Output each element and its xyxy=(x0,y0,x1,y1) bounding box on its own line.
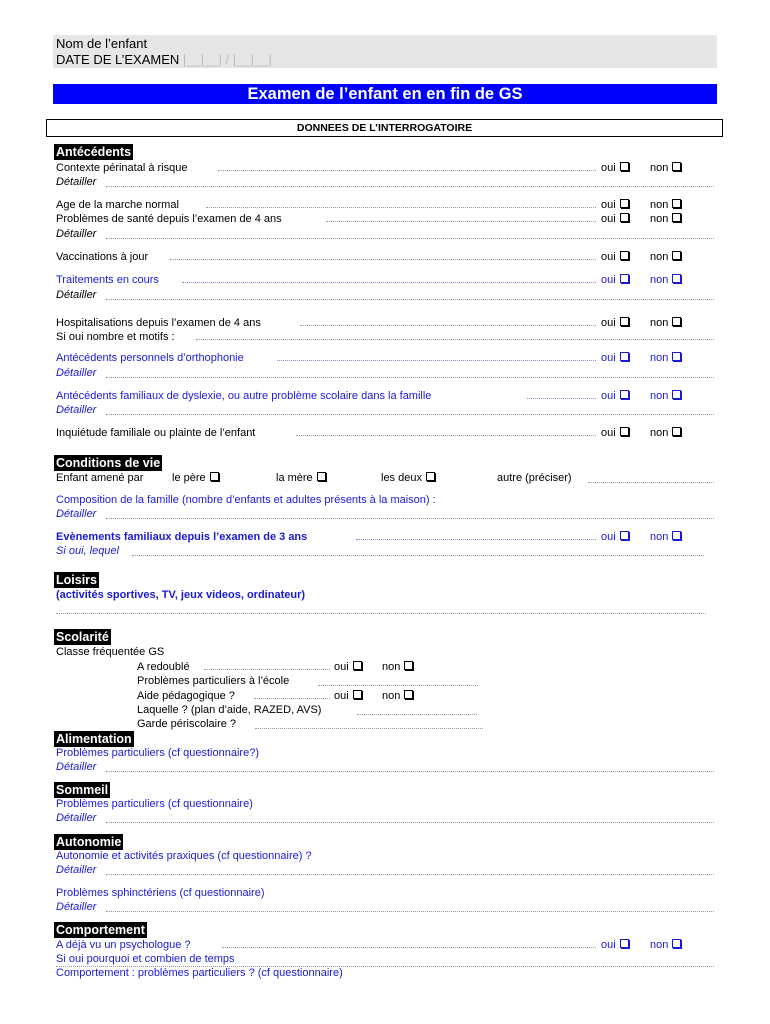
checkbox[interactable] xyxy=(672,199,681,208)
no-label: non xyxy=(650,939,669,951)
health-detail-label: Détailler xyxy=(56,228,97,240)
perinatal-label: Contexte périnatal à risque xyxy=(56,162,188,174)
leader-dots xyxy=(356,539,596,540)
checkbox[interactable] xyxy=(672,390,681,399)
sleep-detail-field[interactable] xyxy=(106,822,714,823)
vaccines-no[interactable] xyxy=(650,250,681,264)
checkbox[interactable] xyxy=(620,352,629,361)
psych-yes[interactable] xyxy=(601,938,629,952)
perinatal-detail-field[interactable] xyxy=(106,186,714,187)
vaccines-yes[interactable] xyxy=(601,250,629,264)
daycare-field[interactable] xyxy=(255,728,483,729)
checkbox[interactable] xyxy=(672,531,681,540)
heading-sommeil: Sommeil xyxy=(56,783,109,797)
checkbox[interactable] xyxy=(620,274,629,283)
brought-by-label: Enfant amené par xyxy=(56,472,144,484)
composition-label: Composition de la famille (nombre d’enfants et adultes présents à la maison) : xyxy=(56,494,436,506)
heading-loisirs: Loisirs xyxy=(56,573,97,587)
checkbox[interactable] xyxy=(672,352,681,361)
both-label: les deux xyxy=(381,472,422,484)
yes-label: oui xyxy=(601,939,616,951)
checkbox[interactable] xyxy=(404,661,413,670)
yes-label: oui xyxy=(601,213,616,225)
checkbox[interactable] xyxy=(672,251,681,260)
praxis-label: Autonomie et activités praxiques (cf questionnaire) ? xyxy=(56,850,312,862)
sphincter-detail-field[interactable] xyxy=(106,911,714,912)
heading-antecedents: Antécédents xyxy=(56,145,132,159)
vaccines-label: Vaccinations à jour xyxy=(56,251,149,263)
walking-label: Age de la marche normal xyxy=(56,199,179,211)
dyslexia-label: Antécédents familiaux de dyslexie, ou autre problème scolaire dans la famille xyxy=(56,390,432,402)
worry-label: Inquiétude familiale ou plainte de l’enfant xyxy=(56,427,256,439)
yes-label: oui xyxy=(601,352,616,364)
treatments-no[interactable] xyxy=(650,273,681,287)
no-label: non xyxy=(650,352,669,364)
no-label: non xyxy=(650,427,669,439)
no-label: non xyxy=(382,661,401,673)
ortho-yes[interactable] xyxy=(601,351,629,365)
checkbox[interactable] xyxy=(353,661,362,670)
walking-yes[interactable] xyxy=(601,198,629,212)
leader-dots xyxy=(170,259,596,260)
sleep-detail-label: Détailler xyxy=(56,812,97,824)
checkbox[interactable] xyxy=(620,390,629,399)
praxis-detail-field[interactable] xyxy=(106,874,714,875)
sphincter-detail-label: Détailler xyxy=(56,901,97,913)
dyslexia-no[interactable] xyxy=(650,389,681,403)
leader-dots xyxy=(182,282,596,283)
exam-date-text: DATE DE L’EXAMEN xyxy=(56,52,180,67)
events-field[interactable] xyxy=(132,555,704,556)
heading-comportement: Comportement xyxy=(56,923,145,937)
mother-label: la mère xyxy=(276,472,313,484)
perinatal-no[interactable] xyxy=(650,161,681,175)
ortho-detail-field[interactable] xyxy=(106,377,714,378)
treatments-label: Traitements en cours xyxy=(56,274,159,286)
psych-label: A déjà vu un psychologue ? xyxy=(56,939,191,951)
worry-yes[interactable] xyxy=(601,426,629,440)
class-label: Classe fréquentée GS xyxy=(56,646,165,658)
section-subtitle: DONNEES DE L’INTERROGATOIRE xyxy=(46,119,723,137)
child-name-label: Nom de l’enfant xyxy=(56,36,148,51)
yes-label: oui xyxy=(601,199,616,211)
repeated-no[interactable] xyxy=(382,660,413,674)
yes-label: oui xyxy=(601,162,616,174)
father-option[interactable] xyxy=(172,471,219,485)
yes-label: oui xyxy=(601,390,616,402)
behaviour-label: Comportement : problèmes particuliers ? (cf questionnaire) xyxy=(56,967,343,979)
checkbox[interactable] xyxy=(353,690,362,699)
events-yes[interactable] xyxy=(601,530,629,544)
school-problems-label: Problèmes particuliers à l’école xyxy=(137,675,290,687)
mother-option[interactable] xyxy=(276,471,326,485)
treatments-yes[interactable] xyxy=(601,273,629,287)
health-no[interactable] xyxy=(650,212,681,226)
composition-field[interactable] xyxy=(106,518,714,519)
sleep-problems-label: Problèmes particuliers (cf questionnaire) xyxy=(56,798,253,810)
heading-conditions: Conditions de vie xyxy=(56,456,161,470)
checkbox[interactable] xyxy=(672,427,681,436)
leader-dots xyxy=(277,360,596,361)
hospital-no[interactable] xyxy=(650,316,681,330)
leader-dots xyxy=(326,221,596,222)
health-label: Problèmes de santé depuis l’examen de 4 ans xyxy=(56,213,282,225)
no-label: non xyxy=(650,162,669,174)
checkbox[interactable] xyxy=(426,472,435,481)
no-label: non xyxy=(650,251,669,263)
events-no[interactable] xyxy=(650,530,681,544)
no-label: non xyxy=(650,317,669,329)
psych-why-label: Si oui pourquoi et combien de temps xyxy=(56,953,235,965)
sphincter-label: Problèmes sphinctériens (cf questionnaire) xyxy=(56,887,265,899)
events-label: Evènements familiaux depuis l’examen de 3 ans xyxy=(56,531,308,543)
leader-dots xyxy=(222,947,596,948)
leader-dots xyxy=(254,698,330,699)
help-no[interactable] xyxy=(382,689,413,703)
ortho-label: Antécédents personnels d’orthophonie xyxy=(56,352,244,364)
leader-dots xyxy=(527,398,596,399)
yes-label: oui xyxy=(334,690,349,702)
checkbox[interactable] xyxy=(620,531,629,540)
yes-label: oui xyxy=(601,251,616,263)
heading-autonomie: Autonomie xyxy=(56,835,122,849)
dyslexia-yes[interactable] xyxy=(601,389,629,403)
perinatal-detail-label: Détailler xyxy=(56,176,97,188)
checkbox[interactable] xyxy=(620,939,629,948)
checkbox[interactable] xyxy=(620,213,629,222)
ortho-no[interactable] xyxy=(650,351,681,365)
leader-dots xyxy=(300,325,596,326)
repeated-yes[interactable] xyxy=(334,660,362,674)
which-label: Laquelle ? (plan d’aide, RAZED, AVS) xyxy=(137,704,322,716)
both-option[interactable] xyxy=(381,471,435,485)
yes-label: oui xyxy=(601,531,616,543)
repeated-label: A redoublé xyxy=(137,661,190,673)
checkbox[interactable] xyxy=(404,690,413,699)
which-field[interactable] xyxy=(357,714,477,715)
health-detail-field[interactable] xyxy=(106,238,714,239)
heading-scolarite: Scolarité xyxy=(56,630,109,644)
other-option-label: autre (préciser) xyxy=(497,472,572,484)
hospital-yes[interactable] xyxy=(601,316,629,330)
checkbox[interactable] xyxy=(317,472,326,481)
leader-dots xyxy=(204,669,330,670)
page-title: Examen de l’enfant en en fin de GS xyxy=(53,84,717,104)
leader-dots xyxy=(218,170,596,171)
yes-label: oui xyxy=(601,317,616,329)
checkbox[interactable] xyxy=(672,939,681,948)
checkbox[interactable] xyxy=(672,317,681,326)
no-label: non xyxy=(382,690,401,702)
school-problems-field[interactable] xyxy=(318,685,478,686)
checkbox[interactable] xyxy=(672,274,681,283)
hospital-sub-label: Si oui nombre et motifs : xyxy=(56,331,175,343)
daycare-label: Garde périscolaire ? xyxy=(137,718,237,730)
help-label: Aide pédagogique ? xyxy=(137,690,235,702)
praxis-detail-label: Détailler xyxy=(56,864,97,876)
hospital-detail-field[interactable] xyxy=(196,339,714,340)
dyslexia-detail-field[interactable] xyxy=(106,414,714,415)
no-label: non xyxy=(650,199,669,211)
no-label: non xyxy=(650,531,669,543)
exam-date-label xyxy=(56,53,272,67)
checkbox[interactable] xyxy=(210,472,219,481)
leader-dots xyxy=(206,207,596,208)
treatments-detail-label: Détailler xyxy=(56,289,97,301)
exam-date-field[interactable]: |__|__| / |__|__| xyxy=(182,52,272,67)
activities-label: (activités sportives, TV, jeux videos, ordinateur) xyxy=(56,589,306,601)
hospital-label: Hospitalisations depuis l’examen de 4 ans xyxy=(56,317,261,329)
other-field[interactable] xyxy=(588,482,714,483)
activities-field[interactable] xyxy=(56,613,706,614)
health-yes[interactable] xyxy=(601,212,629,226)
checkbox[interactable] xyxy=(620,199,629,208)
yes-label: oui xyxy=(601,274,616,286)
perinatal-yes[interactable] xyxy=(601,161,629,175)
checkbox[interactable] xyxy=(620,251,629,260)
no-label: non xyxy=(650,213,669,225)
leader-dots xyxy=(296,435,596,436)
heading-alimentation: Alimentation xyxy=(56,732,132,746)
food-detail-label: Détailler xyxy=(56,761,97,773)
food-problems-label: Problèmes particuliers (cf questionnaire?) xyxy=(56,747,259,759)
food-detail-field[interactable] xyxy=(106,771,714,772)
no-label: non xyxy=(650,274,669,286)
father-label: le père xyxy=(172,472,206,484)
help-yes[interactable] xyxy=(334,689,362,703)
treatments-detail-field[interactable] xyxy=(106,299,714,300)
checkbox[interactable] xyxy=(672,162,681,171)
psych-no[interactable] xyxy=(650,938,681,952)
composition-detail-label: Détailler xyxy=(56,508,97,520)
checkbox[interactable] xyxy=(672,213,681,222)
yes-label: oui xyxy=(601,427,616,439)
checkbox[interactable] xyxy=(620,427,629,436)
worry-no[interactable] xyxy=(650,426,681,440)
ortho-detail-label: Détailler xyxy=(56,367,97,379)
walking-no[interactable] xyxy=(650,198,681,212)
events-sub-label: Si oui, lequel xyxy=(56,545,119,557)
dyslexia-detail-label: Détailler xyxy=(56,404,97,416)
checkbox[interactable] xyxy=(620,317,629,326)
no-label: non xyxy=(650,390,669,402)
yes-label: oui xyxy=(334,661,349,673)
checkbox[interactable] xyxy=(620,162,629,171)
